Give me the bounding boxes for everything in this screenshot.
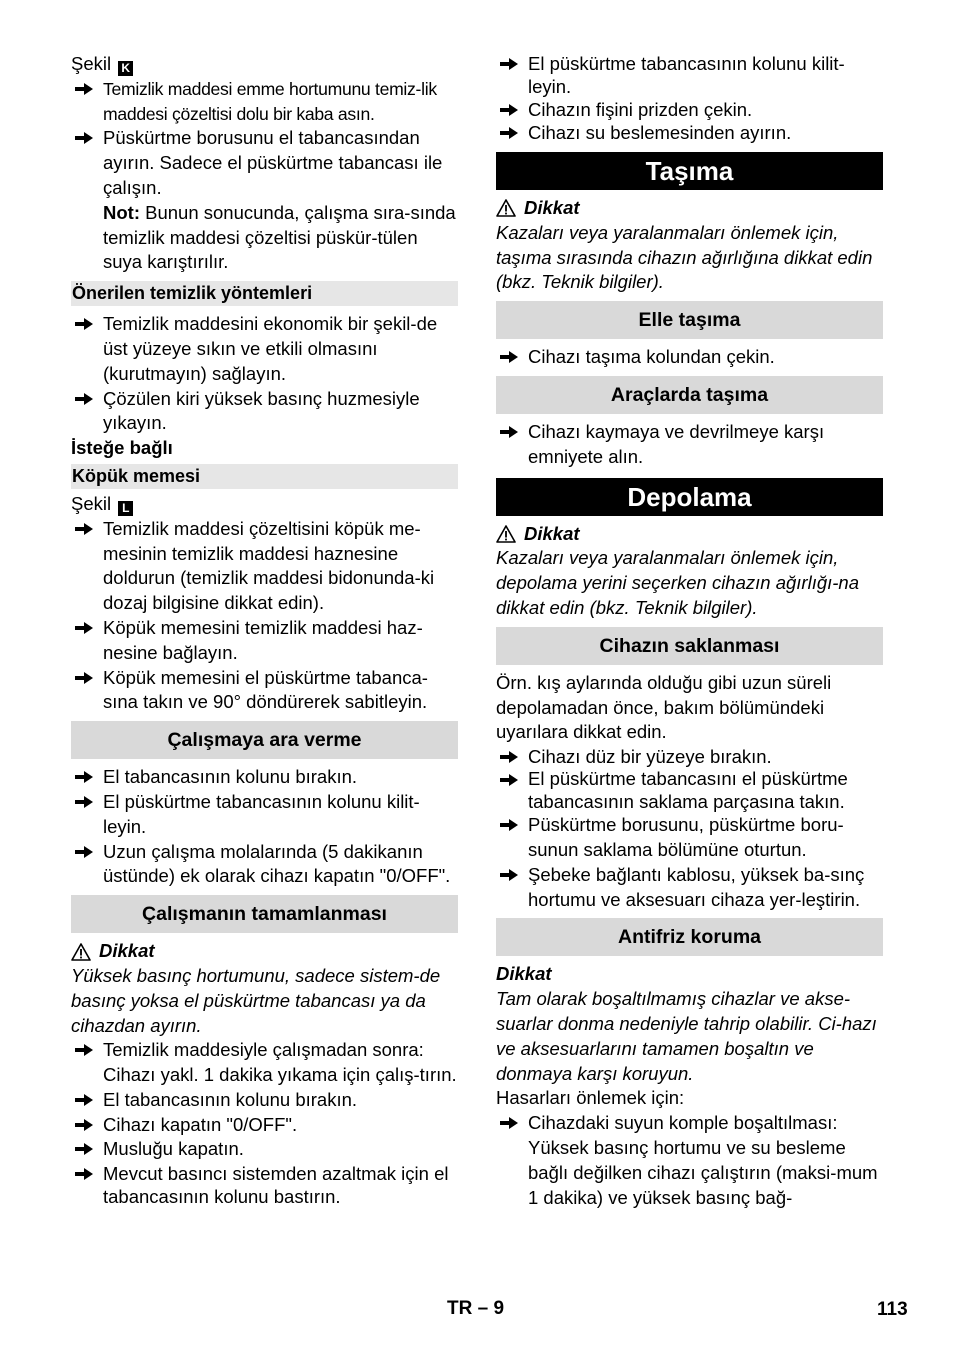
storage-intro: Örn. kış aylarında olduğu gibi uzun süreli depolamadan önce, bakım bölümündeki uyarılara dikkat edin. [496, 671, 832, 743]
arrow-icon [71, 130, 97, 146]
damage-intro: Hasarları önlemek için: [496, 1087, 685, 1109]
arrow-icon [496, 102, 522, 118]
section-heading-kopuk: Köpük memesi [71, 464, 458, 489]
figure-letter-l: L [118, 501, 133, 516]
section-heading-onerilen: Önerilen temizlik yöntemleri [71, 281, 458, 306]
list-item: Püskürtme borusunu, püskürtme boru-sunun saklama bölümüne oturtun. [496, 813, 883, 863]
warning-text: Kazaları veya yaralanmaları önlemek için, depolama yerini seçerken cihazın ağırlığı-na dikkat edin (bkz. Teknik bilgiler). [496, 547, 859, 618]
list-item: Köpük memesini temizlik maddesi haz-nesine bağlayın. [71, 616, 458, 666]
warning-heading-plain: Dikkat [496, 963, 552, 985]
section-heading-ara-verme: Çalışmaya ara verme [71, 721, 458, 759]
arrow-icon [496, 424, 522, 440]
list-item: El tabancasının kolunu bırakın. [71, 1088, 458, 1113]
warning-text: Yüksek basınç hortumunu, sadece sistem-de basınç yoksa el püskürtme tabancası ya da cihazdan ayırın. [71, 964, 441, 1036]
list-item: Mevcut basıncı sistemden azaltmak için el tabancasının kolunu bastırın. [71, 1162, 458, 1208]
list-item: Uzun çalışma molalarında (5 dakikanın üstünde) ek olarak cihazı kapatın "0/OFF". [71, 840, 458, 890]
section-heading-tamamlanma: Çalışmanın tamamlanması [71, 895, 458, 933]
left-column [71, 52, 458, 1208]
warning-heading: Dikkat [496, 522, 883, 547]
warning-text: Tam olarak boşaltılmamış cihazlar ve akse-suarlar donma nedeniyle tahrip olabilir. Ci-hazı ve aksesuarlarını tamamen boşaltın ve donmaya karşı koruyun. [496, 988, 877, 1084]
warning-icon [496, 199, 516, 217]
arrow-icon [71, 81, 97, 97]
list-item: Cihazın fişini prizden çekin. [496, 98, 883, 121]
list-item: Cihazı kaymaya ve devrilmeye karşı emniyete alın. [496, 420, 883, 470]
list-item: Cihazı kapatın "0/OFF". [71, 1113, 458, 1138]
list-item: Çözülen kiri yüksek basınç huzmesiyle yıkayın. [71, 387, 458, 437]
list-item: Cihazı taşıma kolundan çekin. [496, 345, 883, 370]
arrow-icon [496, 749, 522, 765]
chapter-heading-tasima: Taşıma [496, 152, 883, 190]
right-column [496, 52, 883, 1210]
list-item: Cihazı düz bir yüzeye bırakın. [496, 745, 883, 768]
arrow-icon [71, 670, 97, 686]
footer-section-label: TR – 9 [447, 1298, 505, 1319]
list-item: Temizlik maddesini ekonomik bir şekil-de üst yüzeye sıkın ve etkili olmasını (kurutmayın) sağlayın. [71, 312, 458, 386]
list-item: Temizlik maddesi emme hortumunu temiz-lik maddesi çözeltisi dolu bir kaba asın. [71, 77, 458, 127]
arrow-icon [71, 769, 97, 785]
arrow-icon [71, 620, 97, 636]
page-number: 113 [877, 1299, 908, 1320]
figure-ref-k: Şekil K [71, 52, 458, 77]
arrow-icon [71, 391, 97, 407]
list-item: Temizlik maddesi çözeltisini köpük me-mesinin temizlik maddesi haznesine doldurun (temizlik maddesi bidonunda-ki dozaj bilgisine dikkat edin). [71, 517, 458, 616]
warning-heading: Dikkat [496, 196, 883, 221]
list-item: El püskürtme tabancasını el püskürtme tabancasının saklama parçasına takın. [496, 768, 883, 813]
warning-text: Kazaları veya yaralanmaları önlemek için, taşıma sırasında cihazın ağırlığına dikkat edin (bkz. Teknik bilgiler). [496, 221, 873, 293]
warning-icon [71, 943, 91, 961]
figure-ref-l: Şekil L [71, 492, 458, 517]
arrow-icon [496, 1115, 522, 1131]
note: Not: Bunun sonucunda, çalışma sıra-sında temizlik maddesi çözeltisi püskür-tülen suya karıştırılır. [103, 201, 456, 273]
section-heading-elle: Elle taşıma [496, 301, 883, 339]
figure-letter-k: K [118, 61, 133, 76]
list-item: Musluğu kapatın. [71, 1137, 458, 1162]
warning-heading: Dikkat [71, 939, 458, 964]
arrow-icon [496, 772, 522, 788]
arrow-icon [71, 1117, 97, 1133]
arrow-icon [71, 1166, 97, 1182]
warning-icon [496, 525, 516, 543]
list-item: El püskürtme tabancasının kolunu kilit-leyin. [71, 790, 458, 840]
arrow-icon [496, 125, 522, 141]
list-item: Şebeke bağlantı kablosu, yüksek ba-sınç hortumu ve aksesuarı cihaza yer-leştirin. [496, 863, 883, 913]
list-item: Cihazdaki suyun komple boşaltılması: Yüksek basınç hortumu ve su besleme bağlı değilken cihazı çalıştırın (maksi-mum 1 dakika) ve yüksek basınç bağ- [496, 1111, 883, 1210]
chapter-heading-depolama: Depolama [496, 478, 883, 516]
list-item: Köpük memesini el püskürtme tabanca-sına takın ve 90° döndürerek sabitleyin. [71, 666, 458, 716]
list-item: El püskürtme tabancasının kolunu kilit-leyin. [496, 52, 883, 98]
arrow-icon [71, 1042, 97, 1058]
arrow-icon [496, 56, 522, 72]
section-heading-arac: Araçlarda taşıma [496, 376, 883, 414]
arrow-icon [71, 844, 97, 860]
arrow-icon [71, 521, 97, 537]
section-heading-antifriz: Antifriz koruma [496, 918, 883, 956]
arrow-icon [496, 867, 522, 883]
arrow-icon [71, 794, 97, 810]
section-heading-saklanma: Cihazın saklanması [496, 627, 883, 665]
list-item: El tabancasının kolunu bırakın. [71, 765, 458, 790]
arrow-icon [496, 349, 522, 365]
list-item: Temizlik maddesiyle çalışmadan sonra: Cihazı yakl. 1 dakika yıkama için çalış-tırın. [71, 1038, 458, 1088]
optional-label: İsteğe bağlı [71, 437, 173, 459]
list-item: Püskürtme borusunu el tabancasından ayırın. Sadece el püskürtme tabancası ile çalışın. [71, 126, 458, 200]
arrow-icon [496, 817, 522, 833]
list-item: Cihazı su beslemesinden ayırın. [496, 121, 883, 144]
arrow-icon [71, 1092, 97, 1108]
arrow-icon [71, 316, 97, 332]
arrow-icon [71, 1141, 97, 1157]
